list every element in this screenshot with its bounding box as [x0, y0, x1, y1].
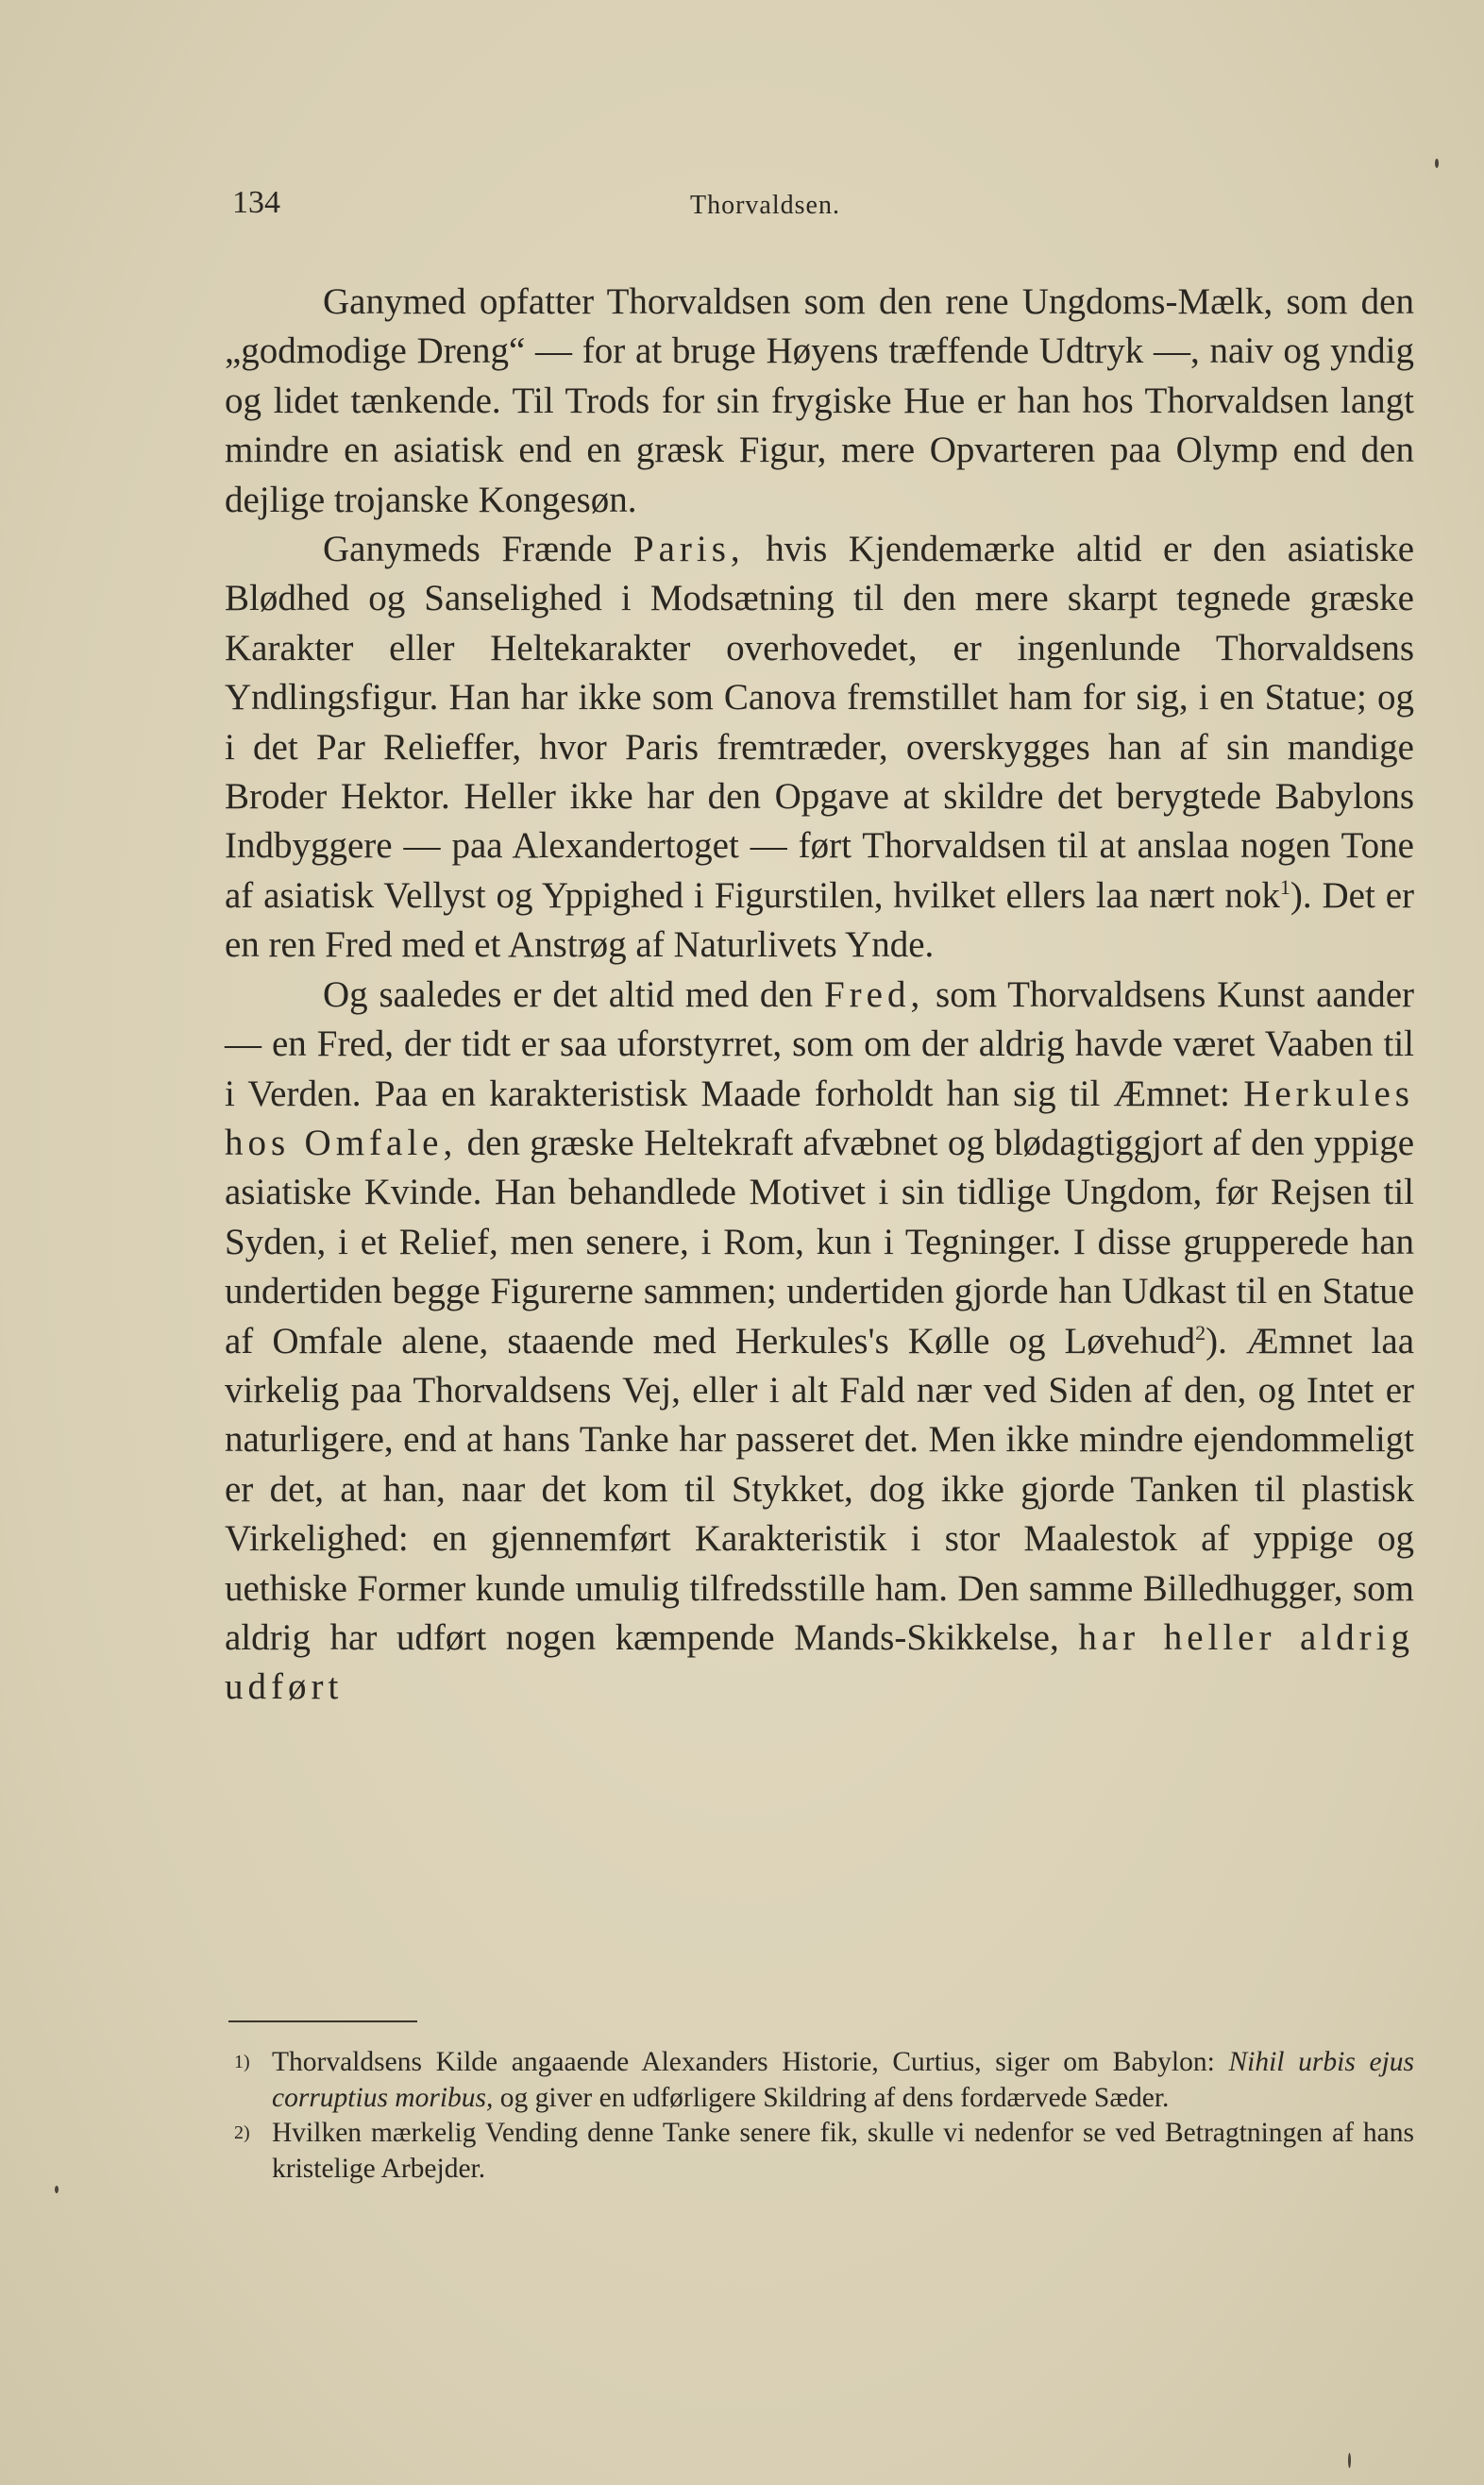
paper-speck — [55, 2186, 59, 2193]
body-text — [225, 278, 1414, 1713]
footnote-text: Thorvaldsens Kilde angaaende Alexanders Historie, Curtius, siger om Babylon: — [272, 2047, 1215, 2077]
paragraph-paris — [225, 525, 1414, 971]
page-header — [232, 185, 1422, 232]
footnotes — [234, 2045, 1414, 2187]
spaced-title-herkules: Herkules hos Omfale, — [225, 1073, 1414, 1163]
paragraph-text: den græske Heltekraft afvæbnet og blødagtiggjort af den yppige asiatiske Kvinde. Han behandlede Motivet i sin tidlige Ungdom, før Rejsen til Syden, i et Relief, men senere, i Rom, kun i Tegninger. I disse grupperede han undertiden begge Figurerne sammen; undertiden gjorde han Udkast til en Statue af Omfale alene, staaende med Herkules's Kølle og Løvehud — [225, 1122, 1414, 1361]
footnote-2 — [234, 2116, 1414, 2187]
footnote-ref-1[interactable]: 1 — [1279, 874, 1290, 899]
footnote-divider — [228, 2020, 417, 2022]
paragraph-text: Og saaledes er det altid med den — [323, 973, 814, 1015]
spaced-phrase-end: har heller aldrig udført — [225, 1616, 1415, 1708]
paragraph-text: hvis Kjendemærke altid er den asiatiske Blødhed og Sanselighed i Modsætning til den mere skarpt tegnede græske Karakter eller Heltekarakter overhovedet, er ingenlunde Thorvaldsens Yndlingsfigur. Han har ikke som Canova fremstillet ham for sig, i en Statue; og i det Par Relieffer, hvor Paris fremtræder, overskygges han af sin mandige Broder Hektor. Heller ikke har den Opgave at skildre det berygtede Babylons Indbyggere — paa Alexandertoget — ført Thorvaldsen til at anslaa nogen Tone af asiatisk Vellyst og Yppighed i Figurstilen, hvilket ellers laa nært nok — [225, 529, 1415, 916]
latin-quote: Nihil urbis ejus corruptius moribus, — [272, 2047, 1414, 2113]
paper-speck — [1348, 2453, 1351, 2468]
paragraph-fred — [225, 971, 1414, 1713]
footnote-text: Hvilken mærkelig Vending denne Tanke senere fik, skulle vi nedenfor se ved Betragtningen af hans kristelige Arbejder. — [272, 2118, 1414, 2184]
page-number: 134 — [232, 185, 280, 220]
spaced-name-paris: Paris, — [632, 529, 745, 570]
paragraph-text: ). Det er en ren Fred med et Anstrøg af Naturlivets Ynde. — [225, 874, 1414, 966]
footnote-1 — [234, 2045, 1414, 2116]
paper-speck — [1435, 159, 1439, 168]
running-head: Thorvaldsen. — [690, 191, 840, 220]
footnote-ref-2[interactable]: 2 — [1195, 1320, 1206, 1344]
footnote-text: og giver en udførligere Skildring af dens fordærvede Sæder. — [499, 2082, 1170, 2113]
paragraph-text: Ganymed opfatter Thorvaldsen som den rene Ungdoms-Mælk, som den „godmodige Dreng“ — for at bruge Høyens træffende Udtryk —, naiv og yndig og lidet tænkende. Til Trods for sin frygiske Hue er han hos Thorvaldsen langt mindre en asiatisk end en græsk Figur, mere Opvarteren paa Olymp end den dejlige trojanske Kongesøn. — [225, 281, 1414, 520]
paragraph-text: som Thorvaldsens Kunst aander — en Fred, der tidt er saa uforstyrret, som om der aldrig havde været Vaaben til i Verden. Paa en karakteristisk Maade forholdt han sig til Æmnet: — [225, 973, 1414, 1114]
paragraph-text: Ganymeds Frænde — [323, 529, 613, 570]
paragraph-text: ). Æmnet laa virkelig paa Thorvaldsens Vej, eller i alt Fald nær ved Siden af den, og Intet er naturligere, end at hans Tanke har passeret det. Men ikke mindre ejendommeligt er det, at han, naar det kom til Stykket, dog ikke gjorde Tanken til plastisk Virkelighed: en gjennemført Karakteristik i stor Maalestok af yppige og uethiske Former kunde umulig tilfredsstille ham. Den samme Billedhugger, som aldrig har udført nogen kæmpende Mands-Skikkelse, — [225, 1320, 1415, 1658]
spaced-word-fred: Fred, — [823, 973, 925, 1015]
paragraph-ganymed — [225, 278, 1414, 525]
footnote-mark: 2) — [234, 2122, 250, 2143]
footnote-mark: 1) — [234, 2052, 250, 2072]
